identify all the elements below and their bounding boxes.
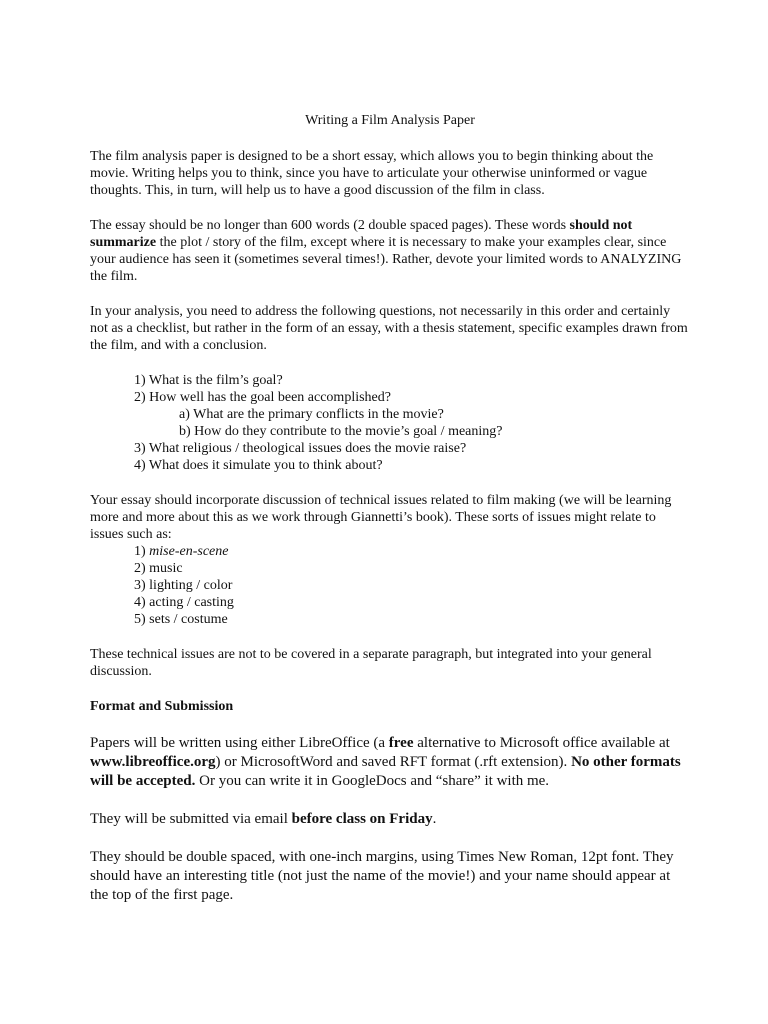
question-item: 1) What is the film’s goal? — [134, 373, 283, 388]
format-text-e: ) or MicrosoftWord and saved RFT format (.rft extension). — [215, 754, 572, 770]
length-paragraph — [90, 217, 690, 285]
section-heading: Format and Submission — [90, 699, 234, 714]
technical-item: 2) music — [134, 561, 183, 576]
format-bold-free: free — [388, 735, 414, 751]
questions-list — [90, 372, 690, 474]
question-item: 2) How well has the goal been accomplished? — [134, 390, 391, 405]
sub-question-item: b) How do they contribute to the movie’s goal / meaning? — [179, 424, 503, 439]
analysis-paragraph: In your analysis, you need to address the following questions, not necessarily in this order and certainly not as a checklist, but rather in the form of an essay, with a thesis statement, specific examples drawn from the film, and with a conclusion. — [90, 304, 688, 353]
format-bold-url: www.libreoffice.org — [90, 754, 216, 770]
format-bold-warning: No other formats will be accepted. — [90, 754, 681, 789]
format-text-g: Or you can write it in GoogleDocs and “share” it with me. — [195, 773, 550, 789]
length-text-c: the plot / story of the film, except where it is necessary to make your examples clear, since your audience has seen it (sometimes several times!). Rather, devote your limited words to ANALYZING the film. — [90, 235, 682, 284]
intro-paragraph: The film analysis paper is designed to be a short essay, which allows you to begin thinking about the movie. Writing helps you to think, since you have to articulate your otherwise uninformed or vague thoughts. This, in turn, will help us to have a good discussion of the film in class. — [90, 149, 654, 198]
format-paragraph — [90, 734, 690, 791]
technical-paragraph: Your essay should incorporate discussion of technical issues related to film making (we will be learning more and more about this as we work through Giannetti’s book). These sorts of issues might relate to issues such as: — [90, 493, 672, 542]
question-item: 3) What religious / theological issues does the movie raise? — [134, 441, 467, 456]
format-text-c: alternative to Microsoft office available at — [413, 735, 670, 751]
question-item: 4) What does it simulate you to think about? — [134, 458, 383, 473]
technical-item — [90, 543, 690, 560]
style-paragraph: They should be double spaced, with one-inch margins, using Times New Roman, 12pt font. They should have an interesting title (not just the name of the movie!) and your name should appear at the top of the first page. — [90, 849, 674, 903]
technical-item: 3) lighting / color — [134, 578, 233, 593]
technical-item-number: 1) — [134, 544, 150, 559]
technical-item-italic: mise-en-scene — [149, 544, 229, 559]
submission-text-c: . — [432, 811, 437, 827]
document-title: Writing a Film Analysis Paper — [305, 113, 475, 128]
submission-text-a: They will be submitted via email — [90, 811, 292, 827]
format-text-a: Papers will be written using either LibreOffice (a — [90, 735, 389, 751]
technical-item: 5) sets / costume — [134, 612, 228, 627]
technical-item: 4) acting / casting — [134, 595, 234, 610]
integration-paragraph: These technical issues are not to be covered in a separate paragraph, but integrated into your general discussion. — [90, 647, 652, 679]
technical-list — [90, 543, 690, 628]
length-text-a: The essay should be no longer than 600 words (2 double spaced pages). These words — [90, 218, 570, 233]
sub-question-item: a) What are the primary conflicts in the movie? — [179, 407, 444, 422]
submission-paragraph — [90, 810, 690, 829]
submission-bold-deadline: before class on Friday — [291, 811, 433, 827]
length-bold-text: should not summarize — [90, 218, 633, 250]
document-page — [90, 112, 690, 905]
